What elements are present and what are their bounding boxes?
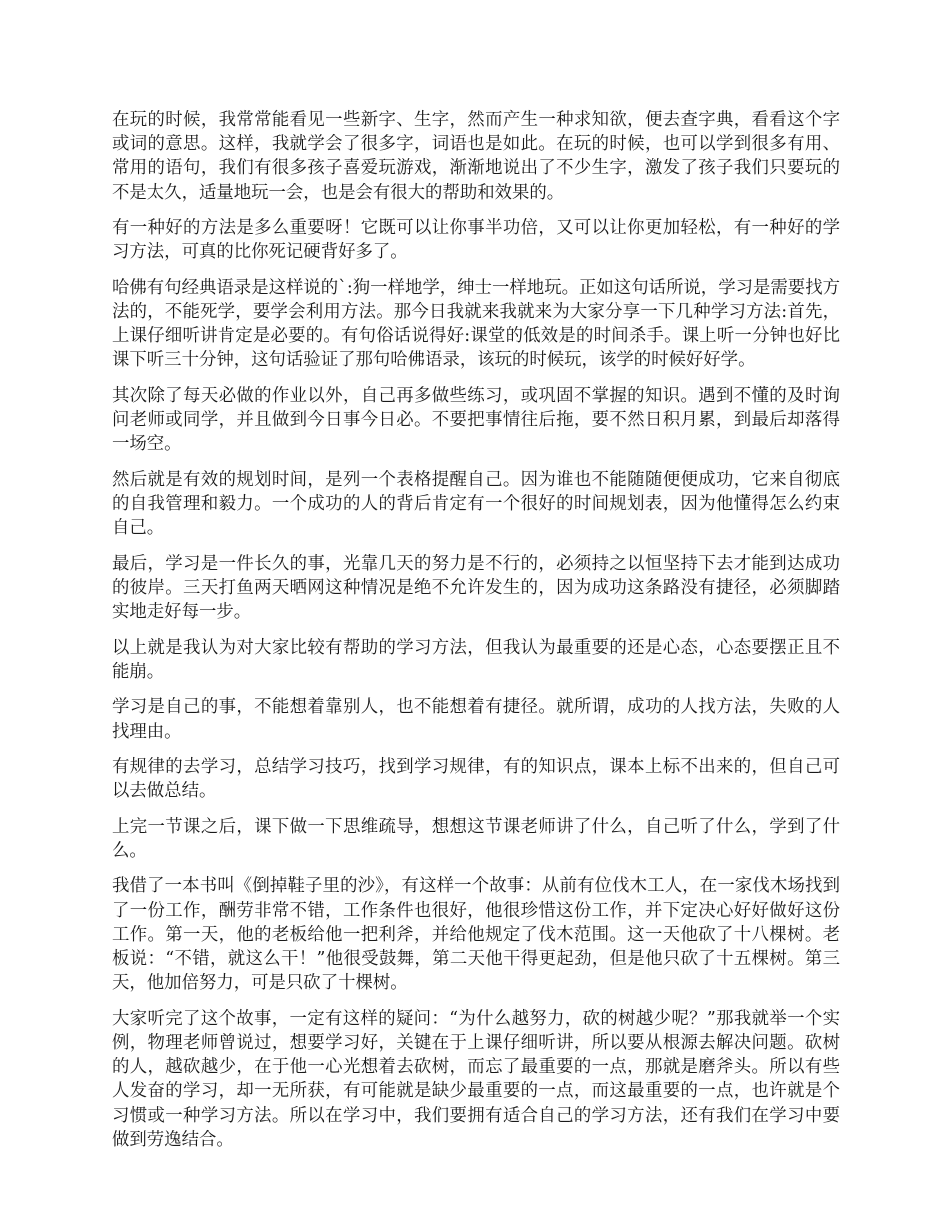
paragraph: 然后就是有效的规划时间，是列一个表格提醒自己。因为谁也不能随随便便成功，它来自彻底的自我管理和毅力。一个成功的人的背后肯定有一个很好的时间规划表，因为他懂得怎么约束自己。 bbox=[112, 469, 840, 539]
paragraph: 以上就是我认为对大家比较有帮助的学习方法，但我认为最重要的还是心态，心态要摆正且不能崩。 bbox=[112, 637, 840, 682]
paragraph: 学习是自己的事，不能想着靠别人，也不能想着有捷径。就所谓，成功的人找方法，失败的人找理由。 bbox=[112, 697, 840, 742]
paragraph: 大家听完了这个故事，一定有这样的疑问：“为什么越努力，砍的树越少呢？”那我就举一个实例，物理老师曾说过，想要学习好，关键在于上课仔细听讲，所以要从根源去解决问题。砍树的人，越砍越少，在于他一心光想着去砍树，而忘了最重要的一点，那就是磨斧头。所以有些人发奋的学习，却一无所获，有可能就是缺少最重要的一点，而这最重要的一点，也许就是个习惯或一种学习方法。所以在学习中，我们要拥有适合自己的学习方法，还有我们在学习中要做到劳逸结合。 bbox=[112, 1008, 840, 1150]
paragraph: 我借了一本书叫《倒掉鞋子里的沙》，有这样一个故事：从前有位伐木工人，在一家伐木场找到了一份工作，酬劳非常不错，工作条件也很好，他很珍惜这份工作，并下定决心好好做好这份工作。第一天，他的老板给他一把利斧，并给他规定了伐木范围。这一天他砍了十八棵树。老板说：“不错，就这么干！”他很受鼓舞，第二天他干得更起劲，但是他只砍了十五棵树。第三天，他加倍努力，可是只砍了十棵树。 bbox=[112, 876, 840, 994]
paragraph: 有一种好的方法是多么重要呀！它既可以让你事半功倍，又可以让你更加轻松，有一种好的学习方法，可真的比你死记硬背好多了。 bbox=[112, 218, 840, 263]
paragraph: 哈佛有句经典语录是这样说的`:狗一样地学，绅士一样地玩。正如这句话所说，学习是需要找方法的，不能死学，要学会利用方法。那今日我就来我就来为大家分享一下几种学习方法:首先，上课仔细听讲肯定是必要的。有句俗话说得好:课堂的低效是的时间杀手。课上听一分钟也好比课下听三十分钟，这句话验证了那句哈佛语录，该玩的时候玩，该学的时候好好学。 bbox=[112, 277, 840, 371]
paragraph: 最后，学习是一件长久的事，光靠几天的努力是不行的，必须持之以恒坚持下去才能到达成功的彼岸。三天打鱼两天晒网这种情况是绝不允许发生的，因为成功这条路没有捷径，必须脚踏实地走好每一步。 bbox=[112, 553, 840, 623]
paragraph: 在玩的时候，我常常能看见一些新字、生字，然而产生一种求知欲，便去查字典，看看这个字或词的意思。这样，我就学会了很多字，词语也是如此。在玩的时候，也可以学到很多有用、常用的语句，我们有很多孩子喜爱玩游戏，渐渐地说出了不少生字，激发了孩子我们只要玩的不是太久，适量地玩一会，也是会有很大的帮助和效果的。 bbox=[112, 110, 840, 203]
document-body bbox=[112, 108, 840, 1163]
paragraph: 有规律的去学习，总结学习技巧，找到学习规律，有的知识点，课本上标不出来的，但自己可以去做总结。 bbox=[112, 757, 840, 802]
paragraph: 其次除了每天必做的作业以外，自己再多做些练习，或巩固不掌握的知识。遇到不懂的及时询问老师或同学，并且做到今日事今日必。不要把事情往后拖，要不然日积月累，到最后却落得一场空。 bbox=[112, 385, 840, 455]
paragraph: 上完一节课之后，课下做一下思维疏导，想想这节课老师讲了什么，自己听了什么，学到了什么。 bbox=[112, 816, 840, 861]
